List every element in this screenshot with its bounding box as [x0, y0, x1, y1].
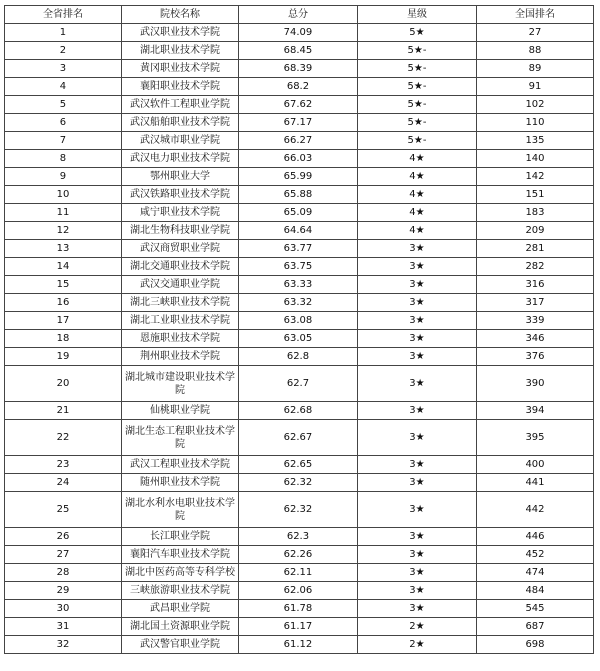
province-rank-cell: 11 [5, 204, 122, 222]
province-rank-cell: 10 [5, 186, 122, 204]
star-level-cell: 3★ [357, 402, 476, 420]
province-rank-cell: 18 [5, 330, 122, 348]
total-score-cell: 62.3 [238, 528, 357, 546]
college-name-cell: 湖北生态工程职业技术学院 [121, 420, 238, 456]
total-score-cell: 63.77 [238, 240, 357, 258]
college-name-cell: 武汉职业技术学院 [121, 24, 238, 42]
star-level-cell: 3★ [357, 420, 476, 456]
national-rank-cell: 390 [476, 366, 593, 402]
college-name-cell: 鄂州职业大学 [121, 168, 238, 186]
table-row [5, 348, 594, 366]
table-row [5, 240, 594, 258]
province-rank-cell: 2 [5, 42, 122, 60]
total-score-cell: 68.2 [238, 78, 357, 96]
star-level-cell: 5★- [357, 132, 476, 150]
star-level-cell: 5★- [357, 96, 476, 114]
total-score-cell: 62.11 [238, 564, 357, 582]
national-rank-cell: 281 [476, 240, 593, 258]
province-rank-cell: 4 [5, 78, 122, 96]
star-level-cell: 3★ [357, 564, 476, 582]
star-level-cell: 5★- [357, 114, 476, 132]
college-name-cell: 湖北生物科技职业学院 [121, 222, 238, 240]
national-rank-cell: 27 [476, 24, 593, 42]
national-rank-cell: 346 [476, 330, 593, 348]
table-row [5, 168, 594, 186]
star-level-cell: 3★ [357, 276, 476, 294]
table-row [5, 564, 594, 582]
college-name-cell: 仙桃职业学院 [121, 402, 238, 420]
table-row [5, 96, 594, 114]
province-rank-cell: 29 [5, 582, 122, 600]
college-name-cell: 武汉交通职业学院 [121, 276, 238, 294]
province-rank-cell: 19 [5, 348, 122, 366]
college-name-cell: 湖北水利水电职业技术学院 [121, 492, 238, 528]
province-rank-cell: 3 [5, 60, 122, 78]
total-score-cell: 63.08 [238, 312, 357, 330]
national-rank-cell: 545 [476, 600, 593, 618]
table-row [5, 222, 594, 240]
star-level-cell: 3★ [357, 240, 476, 258]
table-row [5, 312, 594, 330]
national-rank-cell: 209 [476, 222, 593, 240]
province-rank-cell: 13 [5, 240, 122, 258]
header-province-rank: 全省排名 [5, 6, 122, 24]
star-level-cell: 3★ [357, 348, 476, 366]
province-rank-cell: 15 [5, 276, 122, 294]
college-name-cell: 恩施职业技术学院 [121, 330, 238, 348]
star-level-cell: 3★ [357, 546, 476, 564]
table-row [5, 186, 594, 204]
table-row [5, 24, 594, 42]
star-level-cell: 3★ [357, 456, 476, 474]
college-ranking-table [4, 5, 594, 654]
total-score-cell: 65.88 [238, 186, 357, 204]
national-rank-cell: 446 [476, 528, 593, 546]
national-rank-cell: 316 [476, 276, 593, 294]
province-rank-cell: 26 [5, 528, 122, 546]
college-name-cell: 湖北中医药高等专科学校 [121, 564, 238, 582]
star-level-cell: 4★ [357, 186, 476, 204]
header-row [5, 6, 594, 24]
star-level-cell: 3★ [357, 600, 476, 618]
star-level-cell: 4★ [357, 150, 476, 168]
national-rank-cell: 102 [476, 96, 593, 114]
college-name-cell: 湖北三峡职业技术学院 [121, 294, 238, 312]
province-rank-cell: 30 [5, 600, 122, 618]
province-rank-cell: 25 [5, 492, 122, 528]
college-name-cell: 黄冈职业技术学院 [121, 60, 238, 78]
province-rank-cell: 12 [5, 222, 122, 240]
college-name-cell: 三峡旅游职业技术学院 [121, 582, 238, 600]
total-score-cell: 61.78 [238, 600, 357, 618]
total-score-cell: 62.67 [238, 420, 357, 456]
national-rank-cell: 317 [476, 294, 593, 312]
header-star-level: 星级 [357, 6, 476, 24]
total-score-cell: 62.7 [238, 366, 357, 402]
national-rank-cell: 376 [476, 348, 593, 366]
total-score-cell: 67.62 [238, 96, 357, 114]
total-score-cell: 63.05 [238, 330, 357, 348]
college-name-cell: 荆州职业技术学院 [121, 348, 238, 366]
national-rank-cell: 484 [476, 582, 593, 600]
star-level-cell: 5★ [357, 24, 476, 42]
province-rank-cell: 31 [5, 618, 122, 636]
college-name-cell: 湖北职业技术学院 [121, 42, 238, 60]
total-score-cell: 66.27 [238, 132, 357, 150]
table-row [5, 402, 594, 420]
province-rank-cell: 7 [5, 132, 122, 150]
college-name-cell: 武汉电力职业技术学院 [121, 150, 238, 168]
college-name-cell: 长江职业学院 [121, 528, 238, 546]
province-rank-cell: 16 [5, 294, 122, 312]
star-level-cell: 4★ [357, 204, 476, 222]
table-row [5, 132, 594, 150]
college-name-cell: 湖北交通职业技术学院 [121, 258, 238, 276]
table-row [5, 366, 594, 402]
total-score-cell: 65.99 [238, 168, 357, 186]
national-rank-cell: 151 [476, 186, 593, 204]
header-total-score: 总分 [238, 6, 357, 24]
national-rank-cell: 140 [476, 150, 593, 168]
college-name-cell: 湖北国土资源职业学院 [121, 618, 238, 636]
national-rank-cell: 89 [476, 60, 593, 78]
province-rank-cell: 32 [5, 636, 122, 654]
star-level-cell: 3★ [357, 366, 476, 402]
star-level-cell: 3★ [357, 312, 476, 330]
national-rank-cell: 442 [476, 492, 593, 528]
table-row [5, 276, 594, 294]
star-level-cell: 3★ [357, 330, 476, 348]
total-score-cell: 74.09 [238, 24, 357, 42]
college-name-cell: 武汉工程职业技术学院 [121, 456, 238, 474]
total-score-cell: 68.45 [238, 42, 357, 60]
star-level-cell: 3★ [357, 492, 476, 528]
national-rank-cell: 698 [476, 636, 593, 654]
total-score-cell: 63.32 [238, 294, 357, 312]
college-name-cell: 襄阳汽车职业技术学院 [121, 546, 238, 564]
national-rank-cell: 339 [476, 312, 593, 330]
province-rank-cell: 5 [5, 96, 122, 114]
province-rank-cell: 17 [5, 312, 122, 330]
province-rank-cell: 27 [5, 546, 122, 564]
total-score-cell: 62.32 [238, 474, 357, 492]
college-name-cell: 武昌职业学院 [121, 600, 238, 618]
province-rank-cell: 28 [5, 564, 122, 582]
table-row [5, 330, 594, 348]
star-level-cell: 3★ [357, 528, 476, 546]
total-score-cell: 61.12 [238, 636, 357, 654]
table-row [5, 492, 594, 528]
national-rank-cell: 441 [476, 474, 593, 492]
total-score-cell: 63.33 [238, 276, 357, 294]
national-rank-cell: 142 [476, 168, 593, 186]
province-rank-cell: 20 [5, 366, 122, 402]
star-level-cell: 2★ [357, 636, 476, 654]
college-name-cell: 湖北工业职业技术学院 [121, 312, 238, 330]
college-name-cell: 武汉商贸职业学院 [121, 240, 238, 258]
star-level-cell: 3★ [357, 582, 476, 600]
total-score-cell: 62.68 [238, 402, 357, 420]
table-row [5, 60, 594, 78]
province-rank-cell: 24 [5, 474, 122, 492]
college-name-cell: 武汉铁路职业技术学院 [121, 186, 238, 204]
star-level-cell: 5★- [357, 60, 476, 78]
college-name-cell: 随州职业技术学院 [121, 474, 238, 492]
college-name-cell: 武汉警官职业学院 [121, 636, 238, 654]
college-name-cell: 武汉城市职业学院 [121, 132, 238, 150]
total-score-cell: 62.65 [238, 456, 357, 474]
star-level-cell: 5★- [357, 42, 476, 60]
national-rank-cell: 687 [476, 618, 593, 636]
national-rank-cell: 474 [476, 564, 593, 582]
national-rank-cell: 110 [476, 114, 593, 132]
total-score-cell: 64.64 [238, 222, 357, 240]
table-row [5, 582, 594, 600]
national-rank-cell: 88 [476, 42, 593, 60]
province-rank-cell: 6 [5, 114, 122, 132]
national-rank-cell: 400 [476, 456, 593, 474]
province-rank-cell: 21 [5, 402, 122, 420]
national-rank-cell: 394 [476, 402, 593, 420]
star-level-cell: 4★ [357, 168, 476, 186]
national-rank-cell: 135 [476, 132, 593, 150]
table-row [5, 600, 594, 618]
table-row [5, 420, 594, 456]
table-row [5, 528, 594, 546]
star-level-cell: 3★ [357, 294, 476, 312]
total-score-cell: 62.26 [238, 546, 357, 564]
table-row [5, 150, 594, 168]
table-row [5, 474, 594, 492]
national-rank-cell: 91 [476, 78, 593, 96]
table-row [5, 42, 594, 60]
table-row [5, 78, 594, 96]
total-score-cell: 63.75 [238, 258, 357, 276]
total-score-cell: 62.32 [238, 492, 357, 528]
total-score-cell: 62.8 [238, 348, 357, 366]
national-rank-cell: 282 [476, 258, 593, 276]
table-row [5, 204, 594, 222]
table-row [5, 294, 594, 312]
national-rank-cell: 183 [476, 204, 593, 222]
national-rank-cell: 395 [476, 420, 593, 456]
college-name-cell: 武汉船舶职业技术学院 [121, 114, 238, 132]
table-row [5, 114, 594, 132]
table-row [5, 546, 594, 564]
table-row [5, 258, 594, 276]
header-college-name: 院校名称 [121, 6, 238, 24]
province-rank-cell: 23 [5, 456, 122, 474]
total-score-cell: 65.09 [238, 204, 357, 222]
total-score-cell: 61.17 [238, 618, 357, 636]
national-rank-cell: 452 [476, 546, 593, 564]
star-level-cell: 4★ [357, 222, 476, 240]
star-level-cell: 3★ [357, 474, 476, 492]
province-rank-cell: 1 [5, 24, 122, 42]
province-rank-cell: 14 [5, 258, 122, 276]
star-level-cell: 3★ [357, 258, 476, 276]
table-row [5, 636, 594, 654]
province-rank-cell: 9 [5, 168, 122, 186]
total-score-cell: 62.06 [238, 582, 357, 600]
total-score-cell: 66.03 [238, 150, 357, 168]
college-name-cell: 湖北城市建设职业技术学院 [121, 366, 238, 402]
college-name-cell: 武汉软件工程职业学院 [121, 96, 238, 114]
college-name-cell: 咸宁职业技术学院 [121, 204, 238, 222]
province-rank-cell: 22 [5, 420, 122, 456]
total-score-cell: 67.17 [238, 114, 357, 132]
table-body [5, 24, 594, 654]
table-row [5, 456, 594, 474]
star-level-cell: 2★ [357, 618, 476, 636]
table-row [5, 618, 594, 636]
province-rank-cell: 8 [5, 150, 122, 168]
college-name-cell: 襄阳职业技术学院 [121, 78, 238, 96]
total-score-cell: 68.39 [238, 60, 357, 78]
header-national-rank: 全国排名 [476, 6, 593, 24]
star-level-cell: 5★- [357, 78, 476, 96]
